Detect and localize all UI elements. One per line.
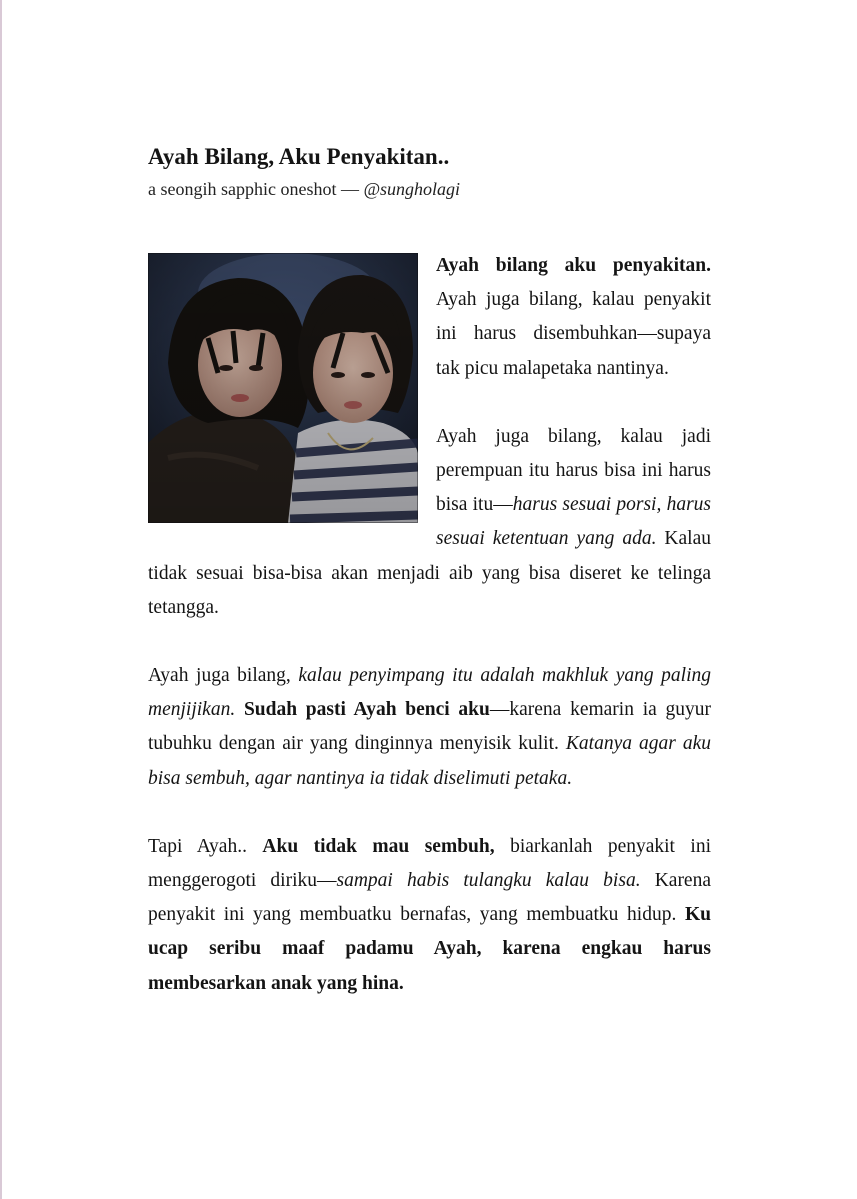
p3-bold: Sudah pasti Ayah benci aku	[243, 699, 490, 721]
p4-bold-2: Ku ucap seribu maaf padamu Ayah, karena engkau harus membesarkan anak yang hina.	[148, 904, 711, 994]
p4-text-3: Karena penyakit ini yang membuatku bernafas, yang membuatku hidup.	[148, 870, 711, 926]
p2-italic: harus sesuai porsi, harus sesuai ketentuan yang ada.	[436, 494, 712, 550]
polaroid-photo-image	[148, 253, 418, 523]
polaroid-photo-two-people-icon	[148, 253, 418, 523]
story-title: Ayah Bilang, Aku Penyakitan..	[148, 144, 450, 169]
author-handle: @sungholagi	[363, 179, 461, 199]
page-edge-line	[0, 0, 2, 1199]
p3-space	[235, 699, 244, 720]
p4-italic: sampai habis tulangku kalau bisa.	[336, 870, 641, 892]
p4-text-1: Tapi Ayah..	[148, 835, 263, 857]
subtitle-prefix: a seongih sapphic oneshot —	[148, 179, 364, 199]
p4-text-2: biarkanlah penyakit ini menggerogoti diriku—	[148, 835, 712, 892]
p3-text-1: Ayah juga bilang,	[148, 665, 299, 687]
p2-text-2: Kalau tidak sesuai bisa-bisa akan menjadi aib yang bisa diseret ke telinga tetangga.	[148, 528, 711, 618]
p3-italic-2: Katanya agar aku bisa sembuh, agar nantinya ia tidak diselimuti petaka.	[148, 733, 711, 789]
p3-text-2: —karena kemarin ia guyur tubuhku dengan air yang dinginnya menyisik kulit.	[148, 699, 711, 755]
p4-bold-1: Aku tidak mau sembuh,	[262, 835, 495, 857]
p2-text-1: Ayah juga bilang, kalau jadi perempuan itu harus bisa ini harus bisa itu—	[436, 425, 711, 516]
p1-text: Ayah juga bilang, kalau penyakit ini harus disembuhkan—supaya tak picu malapetaka nantinya.	[436, 289, 711, 379]
p1-bold-sentence: Ayah bilang aku penyakitan.	[436, 255, 711, 276]
story-subtitle	[148, 174, 711, 204]
document-page	[148, 140, 711, 1035]
story-body	[148, 249, 711, 1001]
paragraph-3	[148, 659, 711, 796]
paragraph-4	[148, 830, 711, 1001]
p3-italic-1: kalau penyimpang itu adalah makhluk yang paling menjijikan.	[148, 665, 712, 721]
